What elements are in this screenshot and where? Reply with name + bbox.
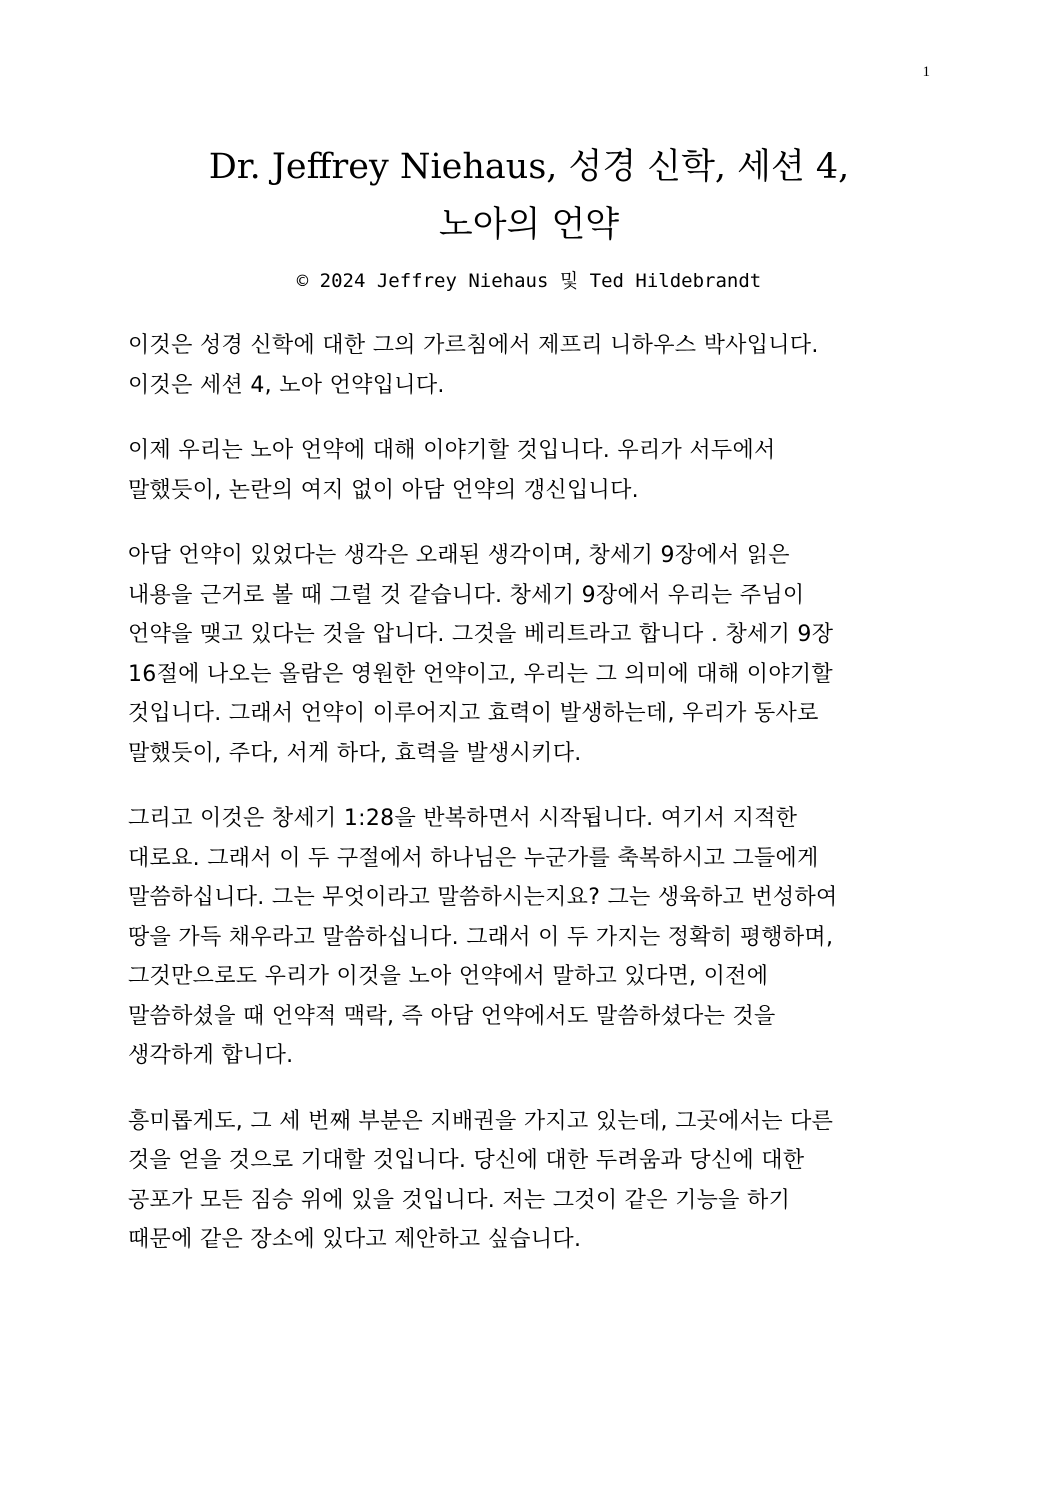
copyright-notice: © 2024 Jeffrey Niehaus 및 Ted Hildebrandt [296, 270, 762, 292]
text-line: 때문에 같은 장소에 있다고 제안하고 싶습니다. [128, 1227, 582, 1252]
page-number: 1 [922, 64, 930, 80]
paragraph [128, 326, 928, 405]
paragraph [128, 799, 928, 1076]
text-line: 이제 우리는 노아 언약에 대해 이야기할 것입니다. 우리가 서두에서 [128, 438, 776, 463]
paragraph [128, 1102, 928, 1260]
text-line: 것입니다. 그래서 언약이 이루어지고 효력이 발생하는데, 우리가 동사로 [128, 701, 819, 726]
text-line: 그리고 이것은 창세기 1:28을 반복하면서 시작됩니다. 여기서 지적한 [128, 806, 798, 831]
text-line: 생각하게 합니다. [128, 1043, 294, 1068]
text-line: 16절에 나오는 올람은 영원한 언약이고, 우리는 그 의미에 대해 이야기할 [128, 661, 833, 687]
text-line: 말했듯이, 논란의 여지 없이 아담 언약의 갱신입니다. [128, 477, 639, 503]
text-line: 말씀하십니다. 그는 무엇이라고 말씀하시는지요? 그는 생육하고 번성하여 [128, 885, 838, 910]
text-line: 대로요. 그래서 이 두 구절에서 하나님은 누군가를 축복하시고 그들에게 [128, 845, 819, 871]
title-line-2: 노아의 언약 [438, 205, 620, 245]
paragraph [128, 536, 928, 773]
text-line: 이것은 세션 4, 노아 언약입니다. [128, 372, 445, 398]
text-line: 그것만으로도 우리가 이것을 노아 언약에서 말하고 있다면, 이전에 [128, 964, 769, 989]
text-line: 아담 언약이 있었다는 생각은 오래된 생각이며, 창세기 9장에서 읽은 [128, 543, 790, 568]
text-line: 말했듯이, 주다, 서게 하다, 효력을 발생시키다. [128, 740, 582, 766]
paragraph [128, 431, 928, 510]
text-line: 것을 얻을 것으로 기대할 것입니다. 당신에 대한 두려움과 당신에 대한 [128, 1148, 805, 1173]
text-line: 이것은 성경 신학에 대한 그의 가르침에서 제프리 니하우스 박사입니다. [128, 333, 819, 358]
title-line-1: Dr. Jeffrey Niehaus, 성경 신학, 세션 4, [208, 147, 850, 187]
text-line: 내용을 근거로 볼 때 그럴 것 같습니다. 창세기 9장에서 우리는 주님이 [128, 582, 805, 608]
text-line: 땅을 가득 채우라고 말씀하십니다. 그래서 이 두 가지는 정확히 평행하며, [128, 924, 834, 950]
text-line: 공포가 모든 짐승 위에 있을 것입니다. 저는 그것이 같은 기능을 하기 [128, 1187, 791, 1213]
text-line: 흥미롭게도, 그 세 번째 부분은 지배권을 가지고 있는데, 그곳에서는 다른 [128, 1108, 834, 1134]
document-body [128, 326, 928, 1286]
text-line: 말씀하셨을 때 언약적 맥락, 즉 아담 언약에서도 말씀하셨다는 것을 [128, 1003, 776, 1029]
text-line: 언약을 맺고 있다는 것을 압니다. 그것을 베리트라고 합니다 . 창세기 9장 [128, 622, 834, 647]
document-title [60, 138, 998, 254]
